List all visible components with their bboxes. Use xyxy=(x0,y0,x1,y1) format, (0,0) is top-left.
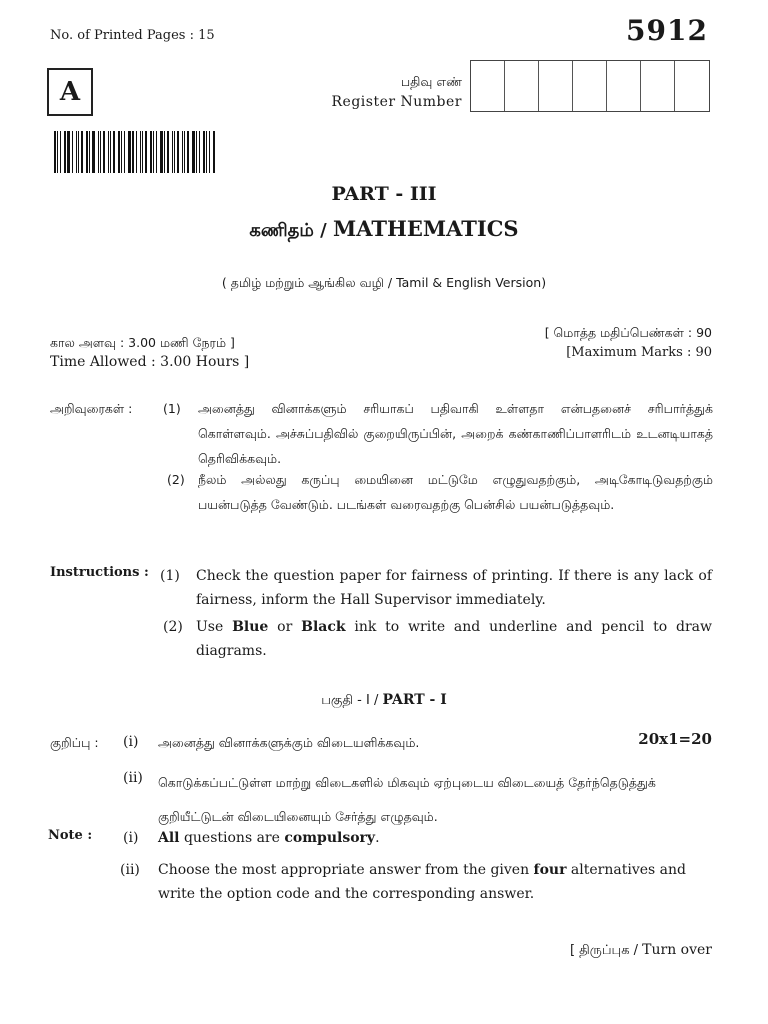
note-tamil-text: கொடுக்கப்பட்டுள்ள மாற்று விடைகளில் மிகவும் ஏற்புடைய விடையைத் தேர்ந்தெடுத்துக் குறியீட்டுடன் விடையினையும் சேர்த்து எழுதவும். xyxy=(158,775,656,824)
barcode-bar xyxy=(167,131,169,173)
barcode-bar xyxy=(67,131,70,173)
max-marks-english: [Maximum Marks : 90 xyxy=(566,345,712,360)
barcode-bar xyxy=(142,131,143,173)
barcode-bar xyxy=(113,131,115,173)
barcode-bar xyxy=(177,131,179,173)
barcode-bar xyxy=(57,131,58,173)
note-english-text: Choose the most appropriate answer from the given four alternatives and write the option code and the corresponding answer. xyxy=(158,862,686,902)
barcode-bar xyxy=(100,131,101,173)
barcode-bar xyxy=(86,131,88,173)
instruction-tamil-number: (2) xyxy=(167,472,185,487)
barcode-bar xyxy=(60,131,61,173)
barcode-bar xyxy=(89,131,90,173)
barcode-bar xyxy=(187,131,189,173)
paper-code: 5912 xyxy=(626,14,708,47)
barcode-bar xyxy=(103,131,105,173)
barcode-bar xyxy=(156,131,157,173)
note-english-text: All questions are compulsory. xyxy=(158,830,380,846)
barcode-bar xyxy=(174,131,175,173)
barcode-bar xyxy=(145,131,147,173)
time-allowed-tamil: கால அளவு : 3.00 மணி நேரம் ] xyxy=(50,335,235,350)
note-english-number: (i) xyxy=(123,830,139,846)
barcode-bar xyxy=(160,131,163,173)
subject-title-english: MATHEMATICS xyxy=(333,216,519,241)
barcode-bar xyxy=(153,131,154,173)
series-letter: A xyxy=(59,77,81,107)
subject-title xyxy=(0,216,768,243)
barcode-bar xyxy=(98,131,99,173)
barcode-bar xyxy=(54,131,56,173)
barcode-bar xyxy=(76,131,77,173)
note-tamil-number: (i) xyxy=(123,734,139,750)
barcode-bar xyxy=(192,131,195,173)
subject-title-tamil: கணிதம் / xyxy=(249,220,333,241)
printed-pages-count: No. of Printed Pages : 15 xyxy=(50,28,215,43)
instruction-tamil-number: (1) xyxy=(163,401,181,416)
barcode-bar xyxy=(203,131,205,173)
turn-over-note xyxy=(570,942,712,959)
barcode-bar xyxy=(196,131,197,173)
instruction-english-text: Check the question paper for fairness of printing. If there is any lack of fairness, inform the Hall Supervisor immediately. xyxy=(196,568,712,608)
barcode-bar xyxy=(72,131,73,173)
note-english-number: (ii) xyxy=(120,862,140,878)
register-digit-box xyxy=(471,61,505,111)
note-tamil-label: குறிப்பு : xyxy=(50,735,99,750)
note-english-label: Note : xyxy=(48,828,93,843)
note-tamil-text: அனைத்து வினாக்களுக்கும் விடையளிக்கவும். xyxy=(158,735,420,750)
register-number-boxes xyxy=(470,60,710,112)
barcode-bar xyxy=(121,131,122,173)
part-heading: PART - III xyxy=(331,183,437,205)
barcode-bar xyxy=(209,131,210,173)
turn-over-tamil: [ திருப்புக / xyxy=(569,943,643,958)
part-one-heading-english: PART - I xyxy=(382,692,447,708)
barcode-bar xyxy=(81,131,83,173)
note-tamil-number: (ii) xyxy=(123,770,143,786)
barcode-bar xyxy=(78,131,79,173)
register-digit-box xyxy=(573,61,607,111)
barcode-bar xyxy=(150,131,152,173)
turn-over-english: Turn over xyxy=(642,942,712,958)
barcode-bar xyxy=(110,131,111,173)
register-digit-box xyxy=(641,61,675,111)
barcode-bar xyxy=(118,131,120,173)
version-line: ( தமிழ் மற்றும் ஆங்கில வழி / Tamil & English Version) xyxy=(221,275,547,290)
register-digit-box xyxy=(675,61,709,111)
barcode-bar xyxy=(213,131,215,173)
barcode-bar xyxy=(184,131,185,173)
barcode-bar xyxy=(124,131,125,173)
register-label-tamil: பதிவு எண் xyxy=(400,74,462,89)
barcode-bar xyxy=(108,131,109,173)
barcode-bar xyxy=(92,131,95,173)
barcode-bar xyxy=(128,131,131,173)
register-digit-box xyxy=(505,61,539,111)
instruction-english-number: (1) xyxy=(160,568,180,584)
part-one-marks: 20x1=20 xyxy=(638,730,712,748)
instruction-english-number: (2) xyxy=(163,619,183,635)
barcode-bar xyxy=(64,131,66,173)
part-one-heading-tamil: பகுதி - I / xyxy=(321,693,383,708)
instructions-english-label: Instructions : xyxy=(50,565,149,580)
barcode-bar xyxy=(199,131,200,173)
barcode-bar xyxy=(182,131,183,173)
instructions-tamil-label: அறிவுரைகள் : xyxy=(50,401,133,416)
register-label-english: Register Number xyxy=(331,94,462,110)
barcode-bar xyxy=(172,131,173,173)
instruction-tamil-text: அனைத்து வினாக்களும் சரியாகப் பதிவாகி உள்ளதா என்பதனைச் சரிபார்த்துக் கொள்ளவும். அச்சுப்பதிவில் குறையிருப்பின், அறைக் கண்காணிப்பாளரிடம் உடனடியாகத் தெரிவிக்கவும். xyxy=(198,401,713,466)
barcode-bar xyxy=(140,131,141,173)
time-allowed-english: Time Allowed : 3.00 Hours ] xyxy=(50,354,250,370)
part-one-heading xyxy=(0,692,768,709)
barcode-bar xyxy=(164,131,165,173)
barcode-bar xyxy=(136,131,137,173)
max-marks-tamil: [ மொத்த மதிப்பெண்கள் : 90 xyxy=(544,325,712,340)
instruction-english-text: Use Blue or Black ink to write and underline and pencil to draw diagrams. xyxy=(196,619,712,659)
barcode-bar xyxy=(132,131,134,173)
instruction-tamil-text: நீலம் அல்லது கருப்பு மையினை மட்டுமே எழுதுவதற்கும், அடிகோடிடுவதற்கும் பயன்படுத்த வேண்டும். படங்கள் வரைவதற்கு பென்சில் பயன்படுத்தவும். xyxy=(198,472,713,512)
register-digit-box xyxy=(607,61,641,111)
barcode-bar xyxy=(206,131,207,173)
register-digit-box xyxy=(539,61,573,111)
barcode-icon xyxy=(54,131,216,173)
